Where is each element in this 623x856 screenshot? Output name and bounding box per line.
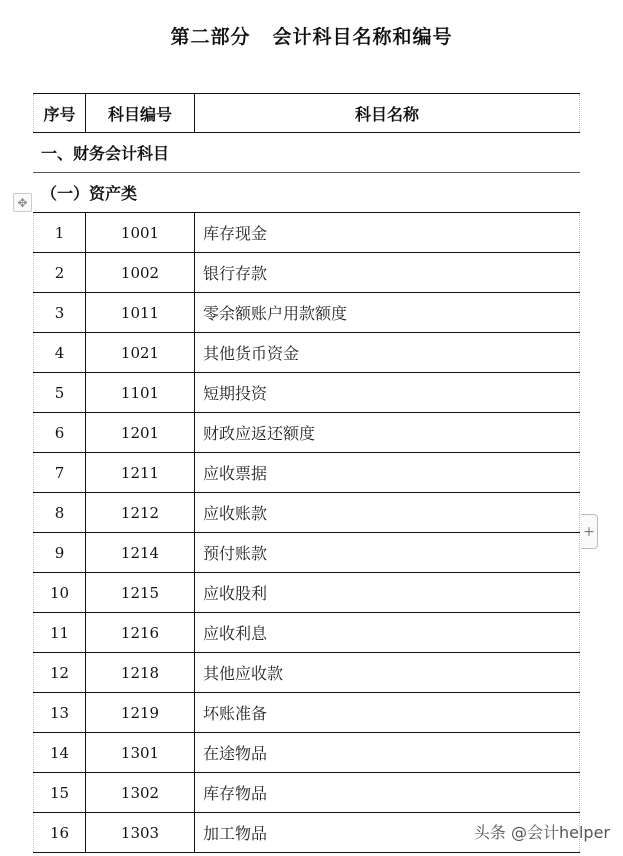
row-seq: 9: [33, 533, 85, 572]
add-row-icon[interactable]: +: [581, 514, 598, 549]
row-seq: 11: [33, 613, 85, 652]
subsection-title: （一）资产类: [41, 184, 138, 203]
table-row: [33, 653, 580, 693]
table-row: [33, 333, 580, 373]
table-row: [33, 693, 580, 733]
row-code: 1002: [85, 253, 194, 292]
watermark: 头条 @会计helper: [473, 823, 610, 842]
row-name: 零余额账户用款额度: [194, 293, 580, 332]
title-part: 第二部分: [170, 26, 251, 48]
row-name: 应收票据: [194, 453, 580, 492]
row-name: 坏账准备: [194, 693, 580, 732]
table-row: [33, 613, 580, 653]
table-row: [33, 413, 580, 453]
row-seq: 1: [33, 213, 85, 252]
row-name: 在途物品: [194, 733, 580, 772]
row-code: 1303: [85, 813, 194, 852]
row-seq: 15: [33, 773, 85, 812]
row-name: 财政应返还额度: [194, 413, 580, 452]
row-seq: 14: [33, 733, 85, 772]
table-row: [33, 253, 580, 293]
row-code: 1215: [85, 573, 194, 612]
row-name: 库存现金: [194, 213, 580, 252]
row-seq: 2: [33, 253, 85, 292]
row-code: 1216: [85, 613, 194, 652]
section-title: 一、财务会计科目: [41, 144, 170, 163]
row-code: 1218: [85, 653, 194, 692]
subsection-row: [33, 173, 580, 213]
table-row: [33, 293, 580, 333]
row-code: 1021: [85, 333, 194, 372]
table-row: [33, 213, 580, 253]
header-code: 科目编号: [85, 94, 194, 132]
row-name: 其他应收款: [194, 653, 580, 692]
row-name: 预付账款: [194, 533, 580, 572]
table-header-row: [33, 93, 580, 133]
row-seq: 12: [33, 653, 85, 692]
accounts-table: [33, 93, 580, 853]
table-row: [33, 733, 580, 773]
section-row: [33, 133, 580, 173]
row-name: 应收账款: [194, 493, 580, 532]
row-seq: 13: [33, 693, 85, 732]
header-seq: 序号: [33, 94, 85, 132]
row-code: 1214: [85, 533, 194, 572]
row-seq: 10: [33, 573, 85, 612]
header-name: 科目名称: [194, 94, 580, 132]
row-code: 1212: [85, 493, 194, 532]
table-row: [33, 573, 580, 613]
row-seq: 3: [33, 293, 85, 332]
title-name: 会计科目名称和编号: [272, 26, 453, 48]
row-name: 银行存款: [194, 253, 580, 292]
row-seq: 4: [33, 333, 85, 372]
table-row: [33, 533, 580, 573]
table-row: [33, 773, 580, 813]
page-title: [0, 22, 623, 49]
row-seq: 5: [33, 373, 85, 412]
row-name: 应收股利: [194, 573, 580, 612]
row-name: 库存物品: [194, 773, 580, 812]
row-code: 1302: [85, 773, 194, 812]
row-code: 1011: [85, 293, 194, 332]
row-name: 应收利息: [194, 613, 580, 652]
row-code: 1219: [85, 693, 194, 732]
row-code: 1211: [85, 453, 194, 492]
row-code: 1001: [85, 213, 194, 252]
row-seq: 8: [33, 493, 85, 532]
row-name: 其他货币资金: [194, 333, 580, 372]
row-seq: 7: [33, 453, 85, 492]
row-name: 加工物品: [194, 813, 580, 852]
table-row: [33, 493, 580, 533]
row-seq: 6: [33, 413, 85, 452]
table-move-handle-icon[interactable]: ✥: [13, 193, 32, 212]
row-seq: 16: [33, 813, 85, 852]
row-name: 短期投资: [194, 373, 580, 412]
table-row: [33, 453, 580, 493]
row-code: 1201: [85, 413, 194, 452]
table-row: [33, 373, 580, 413]
row-code: 1301: [85, 733, 194, 772]
row-code: 1101: [85, 373, 194, 412]
